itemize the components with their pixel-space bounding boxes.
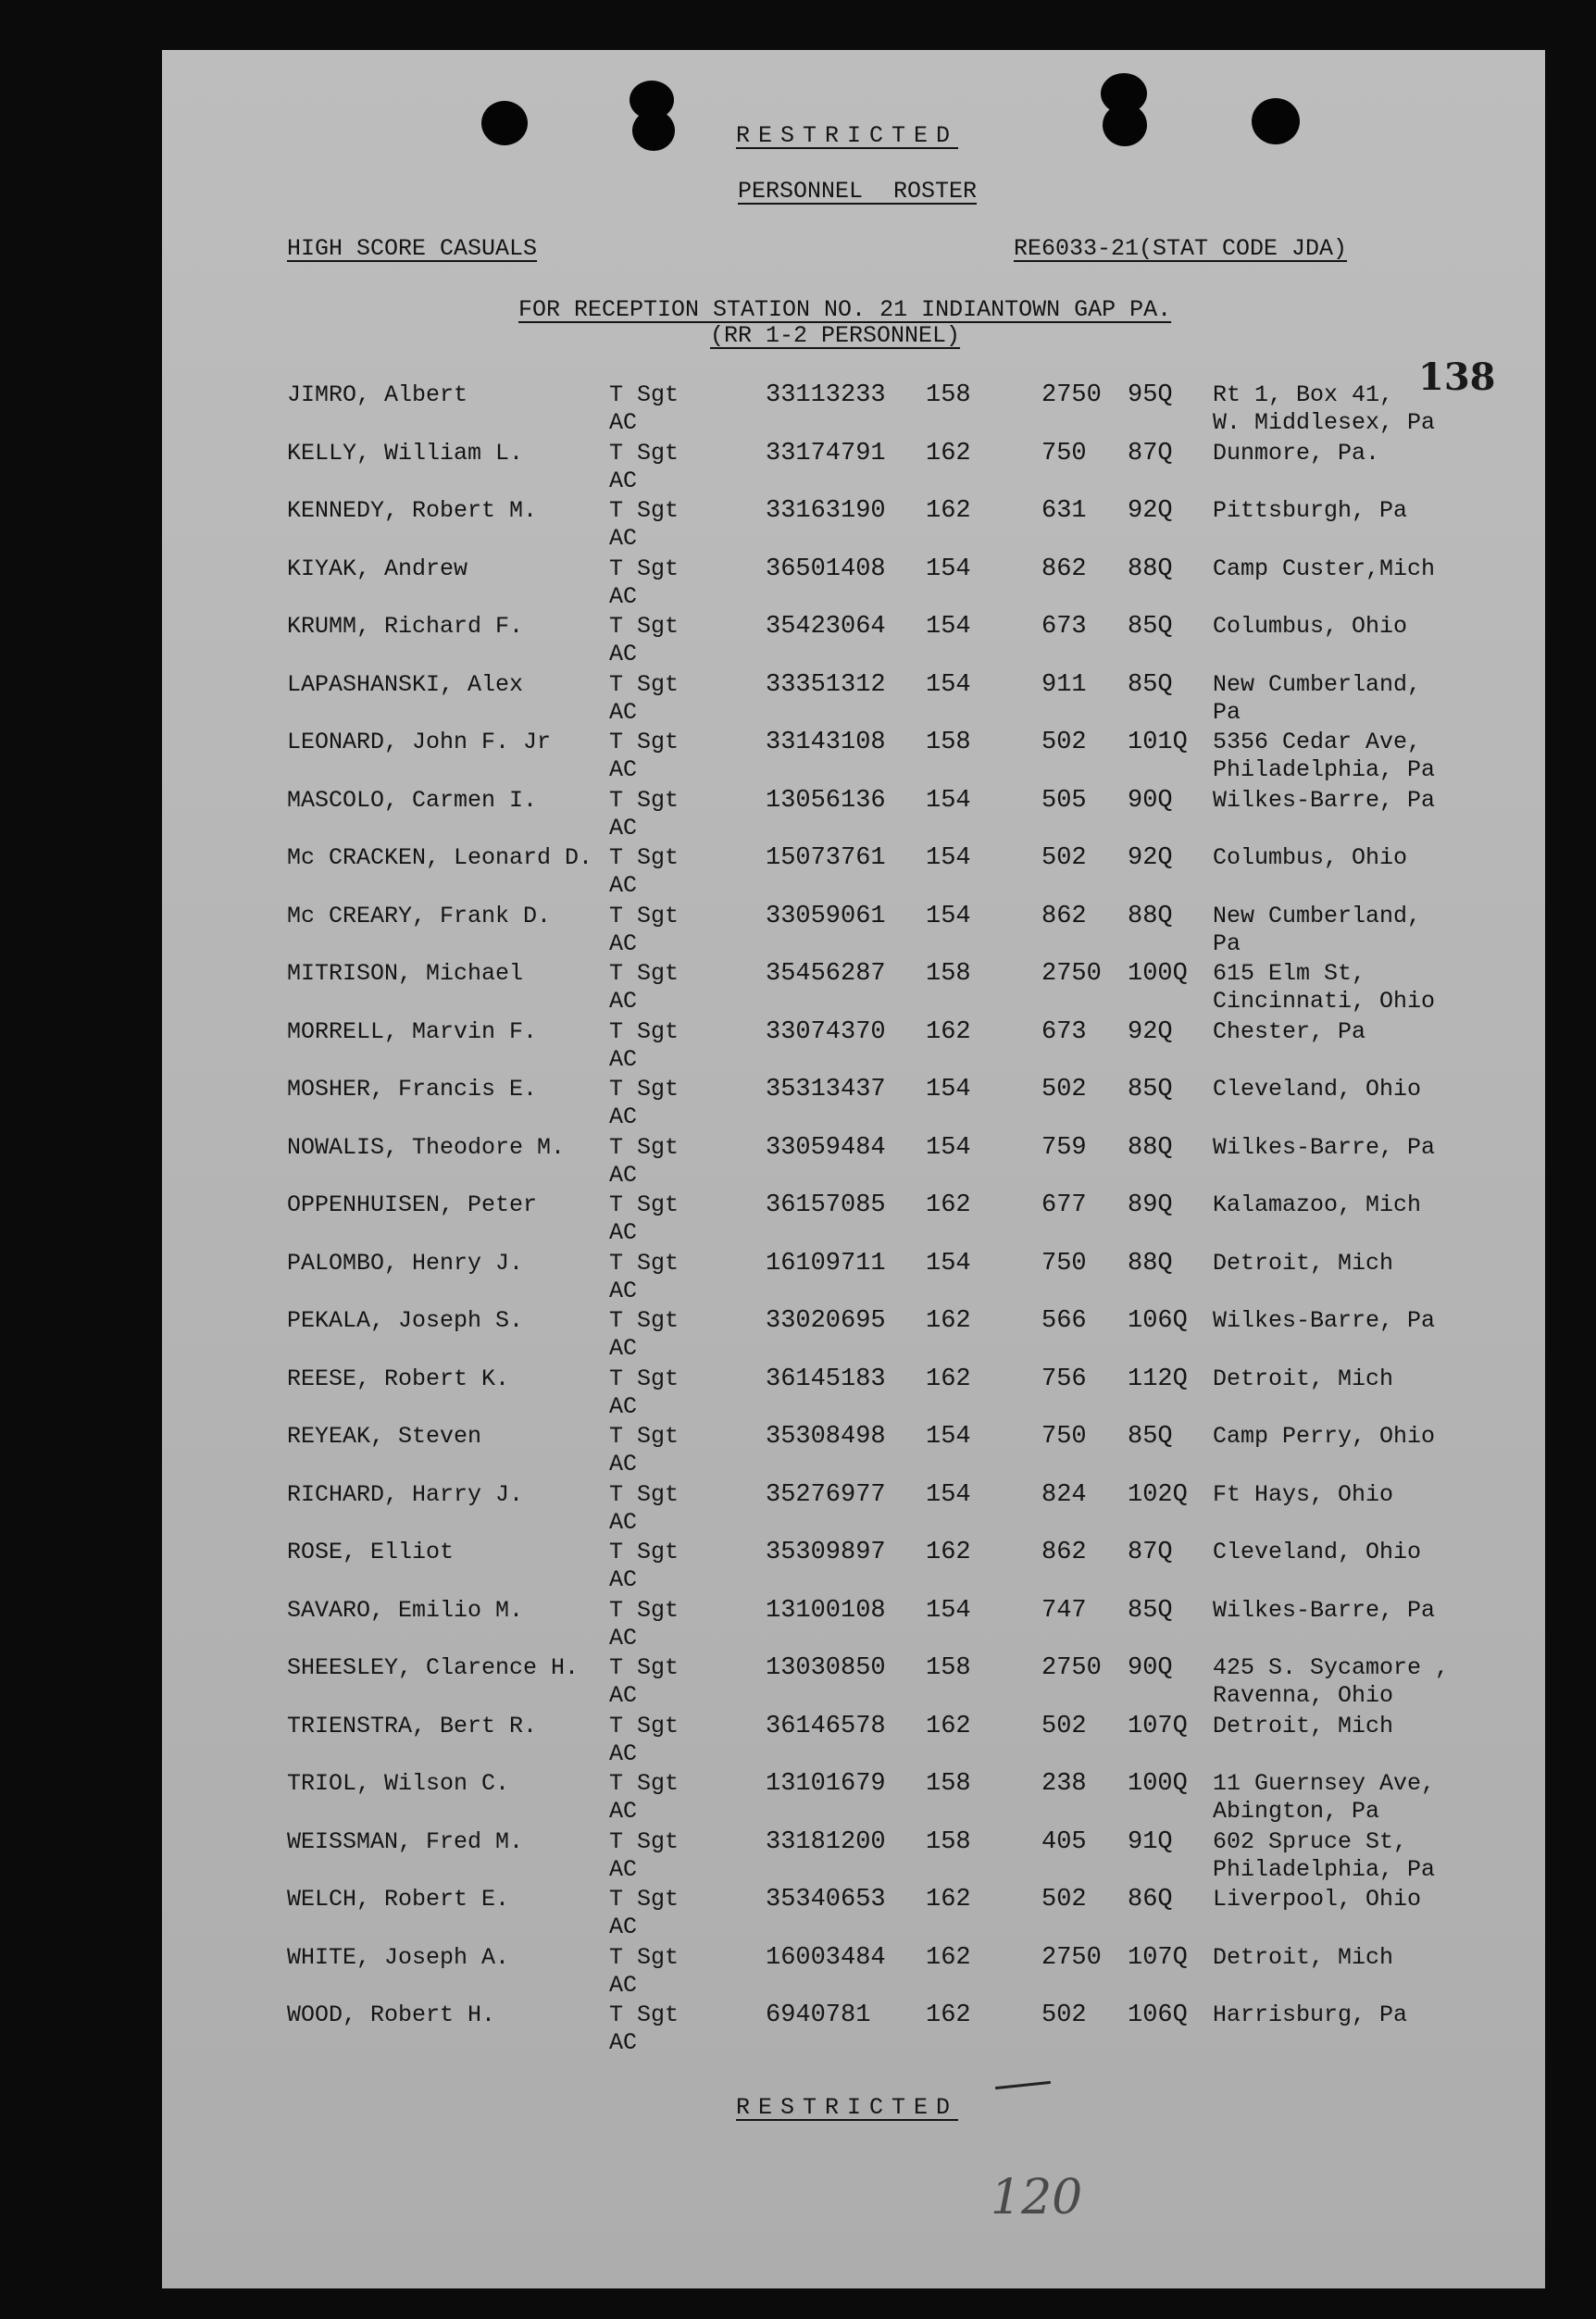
address-line-2: Philadelphia, Pa xyxy=(1213,756,1436,783)
spec-code: 162 xyxy=(926,1307,971,1335)
arm-of-service: AC xyxy=(609,1914,638,1940)
station-line: FOR RECEPTION STATION NO. 21 INDIANTOWN GAP PA. xyxy=(518,296,1172,323)
person-name: OPPENHUISEN, Peter xyxy=(287,1191,538,1218)
person-name: TRIOL, Wilson C. xyxy=(287,1770,510,1797)
spec-code: 158 xyxy=(926,1654,971,1682)
address-line-2: W. Middlesex, Pa xyxy=(1213,409,1436,436)
serial-number: 33059061 xyxy=(766,902,886,930)
score: 106Q xyxy=(1128,2001,1188,2029)
serial-number: 33113233 xyxy=(766,381,886,409)
arm-of-service: AC xyxy=(609,1103,638,1130)
mos-number: 750 xyxy=(1041,439,1087,468)
spec-code: 162 xyxy=(926,1365,971,1393)
score: 85Q xyxy=(1128,670,1173,699)
spec-code: 154 xyxy=(926,670,971,699)
table-row xyxy=(162,1944,1545,2001)
mos-number: 566 xyxy=(1041,1307,1087,1335)
punch-hole xyxy=(632,110,675,151)
arm-of-service: AC xyxy=(609,1219,638,1246)
serial-number: 16109711 xyxy=(766,1249,886,1278)
arm-of-service: AC xyxy=(609,1624,638,1652)
mos-number: 2750 xyxy=(1041,1654,1102,1682)
serial-number: 33059484 xyxy=(766,1133,886,1162)
score: 89Q xyxy=(1128,1191,1173,1219)
score: 85Q xyxy=(1128,613,1173,641)
serial-number: 35423064 xyxy=(766,613,886,641)
mos-number: 2750 xyxy=(1041,381,1102,409)
address-line-2: Pa xyxy=(1213,929,1241,957)
person-name: MITRISON, Michael xyxy=(287,960,524,987)
person-name: PEKALA, Joseph S. xyxy=(287,1307,524,1334)
score: 112Q xyxy=(1128,1365,1188,1393)
grade: T Sgt xyxy=(609,960,680,987)
table-row xyxy=(162,555,1545,613)
grade: T Sgt xyxy=(609,1943,680,1971)
person-name: MASCOLO, Carmen I. xyxy=(287,786,538,814)
table-row xyxy=(162,381,1545,439)
spec-code: 154 xyxy=(926,613,971,641)
spec-code: 162 xyxy=(926,2001,971,2029)
score: 92Q xyxy=(1128,1017,1173,1046)
grade: T Sgt xyxy=(609,1249,680,1277)
arm-of-service: AC xyxy=(609,1855,638,1883)
mos-number: 502 xyxy=(1041,844,1087,872)
mos-number: 750 xyxy=(1041,1423,1087,1451)
serial-number: 13030850 xyxy=(766,1654,886,1682)
mos-number: 862 xyxy=(1041,1539,1087,1566)
spec-code: 154 xyxy=(926,1423,971,1451)
mos-number: 759 xyxy=(1041,1133,1087,1162)
table-row xyxy=(162,960,1545,1017)
mos-number: 2750 xyxy=(1041,1943,1102,1972)
table-row xyxy=(162,1481,1545,1539)
serial-number: 33020695 xyxy=(766,1307,886,1335)
score: 92Q xyxy=(1128,497,1173,525)
spec-code: 154 xyxy=(926,902,971,930)
address-line-1: Detroit, Mich xyxy=(1213,1249,1394,1277)
arm-of-service: AC xyxy=(609,872,638,899)
serial-number: 35309897 xyxy=(766,1539,886,1566)
grade: T Sgt xyxy=(609,2001,680,2028)
table-row xyxy=(162,1539,1545,1596)
table-row xyxy=(162,1076,1545,1133)
grade: T Sgt xyxy=(609,1423,680,1450)
group-label: HIGH SCORE CASUALS xyxy=(287,235,538,262)
grade: T Sgt xyxy=(609,439,680,467)
mos-number: 238 xyxy=(1041,1770,1087,1798)
mos-number: 2750 xyxy=(1041,960,1102,988)
person-name: REESE, Robert K. xyxy=(287,1365,510,1392)
spec-code: 162 xyxy=(926,1017,971,1046)
person-name: Mc CREARY, Frank D. xyxy=(287,902,552,929)
address-line-1: Camp Perry, Ohio xyxy=(1213,1423,1436,1450)
address-line-1: Wilkes-Barre, Pa xyxy=(1213,1133,1436,1161)
serial-number: 13101679 xyxy=(766,1770,886,1798)
mos-number: 631 xyxy=(1041,497,1087,525)
arm-of-service: AC xyxy=(609,814,638,842)
address-line-2: Philadelphia, Pa xyxy=(1213,1855,1436,1883)
score: 92Q xyxy=(1128,844,1173,872)
person-name: Mc CRACKEN, Leonard D. xyxy=(287,844,593,871)
table-row xyxy=(162,1654,1545,1712)
arm-of-service: AC xyxy=(609,1392,638,1420)
serial-number: 33174791 xyxy=(766,439,886,468)
score: 106Q xyxy=(1128,1307,1188,1335)
mos-number: 502 xyxy=(1041,1886,1087,1914)
mos-number: 502 xyxy=(1041,1076,1087,1103)
grade: T Sgt xyxy=(609,1076,680,1103)
person-name: KIYAK, Andrew xyxy=(287,555,468,582)
mos-number: 824 xyxy=(1041,1480,1087,1509)
mos-number: 405 xyxy=(1041,1827,1087,1856)
spec-code: 154 xyxy=(926,1133,971,1162)
table-row xyxy=(162,2001,1545,2059)
address-line-1: Wilkes-Barre, Pa xyxy=(1213,1596,1436,1624)
personnel-subtitle: (RR 1-2 PERSONNEL) xyxy=(710,322,961,349)
person-name: WELCH, Robert E. xyxy=(287,1886,510,1913)
table-row xyxy=(162,1713,1545,1770)
score: 88Q xyxy=(1128,1249,1173,1278)
grade: T Sgt xyxy=(609,555,680,582)
spec-code: 162 xyxy=(926,1712,971,1740)
mos-number: 673 xyxy=(1041,1017,1087,1046)
table-row xyxy=(162,613,1545,670)
table-row xyxy=(162,1307,1545,1365)
serial-number: 35340653 xyxy=(766,1886,886,1914)
table-row xyxy=(162,903,1545,960)
serial-number: 36145183 xyxy=(766,1365,886,1393)
address-line-1: Cleveland, Ohio xyxy=(1213,1076,1422,1103)
table-row xyxy=(162,1018,1545,1076)
score: 102Q xyxy=(1128,1480,1188,1509)
score: 100Q xyxy=(1128,960,1188,988)
spec-code: 154 xyxy=(926,786,971,815)
punch-hole xyxy=(1252,98,1300,144)
arm-of-service: AC xyxy=(609,1798,638,1825)
address-line-1: Detroit, Mich xyxy=(1213,1365,1394,1392)
arm-of-service: AC xyxy=(609,1335,638,1362)
grade: T Sgt xyxy=(609,1827,680,1855)
roster-page xyxy=(162,50,1545,2288)
table-row xyxy=(162,671,1545,729)
person-name: KELLY, William L. xyxy=(287,439,524,467)
score: 85Q xyxy=(1128,1423,1173,1451)
score: 87Q xyxy=(1128,439,1173,468)
pen-mark xyxy=(995,2081,1051,2089)
table-row xyxy=(162,497,1545,555)
grade: T Sgt xyxy=(609,786,680,814)
address-line-1: Detroit, Mich xyxy=(1213,1712,1394,1739)
table-row xyxy=(162,1423,1545,1480)
spec-code: 154 xyxy=(926,555,971,583)
address-line-1: 11 Guernsey Ave, xyxy=(1213,1770,1436,1797)
grade: T Sgt xyxy=(609,1539,680,1565)
arm-of-service: AC xyxy=(609,1971,638,1999)
roster-title: PERSONNEL ROSTER xyxy=(738,178,978,205)
spec-code: 162 xyxy=(926,1191,971,1219)
spec-code: 162 xyxy=(926,1539,971,1566)
address-line-1: Rt 1, Box 41, xyxy=(1213,381,1394,408)
spec-code: 158 xyxy=(926,1770,971,1798)
spec-code: 158 xyxy=(926,960,971,988)
serial-number: 33143108 xyxy=(766,729,886,756)
spec-code: 154 xyxy=(926,1480,971,1509)
mos-number: 862 xyxy=(1041,902,1087,930)
address-line-2: Abington, Pa xyxy=(1213,1798,1380,1825)
address-line-1: Camp Custer,Mich xyxy=(1213,555,1436,582)
address-line-1: 602 Spruce St, xyxy=(1213,1827,1408,1855)
roster-code: RE6033-21(STAT CODE JDA) xyxy=(1014,235,1348,262)
arm-of-service: AC xyxy=(609,1566,638,1593)
score: 90Q xyxy=(1128,1654,1173,1682)
table-row xyxy=(162,1250,1545,1307)
table-row xyxy=(162,1191,1545,1249)
table-row xyxy=(162,1365,1545,1423)
serial-number: 35456287 xyxy=(766,960,886,988)
arm-of-service: AC xyxy=(609,641,638,667)
classification-header: RESTRICTED xyxy=(736,122,959,149)
address-line-1: 425 S. Sycamore , xyxy=(1213,1654,1450,1681)
table-row xyxy=(162,1886,1545,1943)
mos-number: 747 xyxy=(1041,1596,1087,1625)
person-name: PALOMBO, Henry J. xyxy=(287,1249,524,1277)
grade: T Sgt xyxy=(609,381,680,408)
address-line-2: Cincinnati, Ohio xyxy=(1213,988,1436,1015)
grade: T Sgt xyxy=(609,902,680,929)
grade: T Sgt xyxy=(609,670,680,698)
mos-number: 750 xyxy=(1041,1249,1087,1278)
address-line-1: Columbus, Ohio xyxy=(1213,844,1408,871)
spec-code: 162 xyxy=(926,497,971,525)
address-line-1: Liverpool, Ohio xyxy=(1213,1886,1422,1913)
grade: T Sgt xyxy=(609,729,680,755)
score: 87Q xyxy=(1128,1539,1173,1566)
score: 85Q xyxy=(1128,1596,1173,1625)
table-row xyxy=(162,787,1545,844)
serial-number: 15073761 xyxy=(766,844,886,872)
serial-number: 33074370 xyxy=(766,1017,886,1046)
person-name: WEISSMAN, Fred M. xyxy=(287,1827,524,1855)
person-name: SAVARO, Emilio M. xyxy=(287,1596,524,1624)
address-line-1: Harrisburg, Pa xyxy=(1213,2001,1408,2028)
address-line-1: Chester, Pa xyxy=(1213,1017,1366,1045)
serial-number: 35276977 xyxy=(766,1480,886,1509)
mos-number: 502 xyxy=(1041,729,1087,756)
score: 100Q xyxy=(1128,1770,1188,1798)
mos-number: 911 xyxy=(1041,670,1087,699)
spec-code: 154 xyxy=(926,1076,971,1103)
grade: T Sgt xyxy=(609,613,680,640)
score: 101Q xyxy=(1128,729,1188,756)
spec-code: 162 xyxy=(926,1943,971,1972)
address-line-1: Columbus, Ohio xyxy=(1213,613,1408,640)
grade: T Sgt xyxy=(609,844,680,871)
punch-hole xyxy=(481,101,528,145)
spec-code: 158 xyxy=(926,729,971,756)
person-name: LEONARD, John F. Jr xyxy=(287,729,552,755)
arm-of-service: AC xyxy=(609,988,638,1015)
serial-number: 35308498 xyxy=(766,1423,886,1451)
arm-of-service: AC xyxy=(609,2029,638,2056)
mos-number: 862 xyxy=(1041,555,1087,583)
spec-code: 154 xyxy=(926,1249,971,1278)
address-line-2: Ravenna, Ohio xyxy=(1213,1682,1394,1709)
mos-number: 673 xyxy=(1041,613,1087,641)
serial-number: 6940781 xyxy=(766,2001,871,2029)
table-row xyxy=(162,1597,1545,1654)
arm-of-service: AC xyxy=(609,1045,638,1073)
grade: T Sgt xyxy=(609,1480,680,1508)
serial-number: 36157085 xyxy=(766,1191,886,1219)
address-line-1: New Cumberland, xyxy=(1213,670,1422,698)
address-line-2: Pa xyxy=(1213,698,1241,726)
grade: T Sgt xyxy=(609,1191,680,1218)
arm-of-service: AC xyxy=(609,1682,638,1709)
address-line-1: 615 Elm St, xyxy=(1213,960,1366,987)
grade: T Sgt xyxy=(609,1017,680,1045)
person-name: KENNEDY, Robert M. xyxy=(287,497,538,524)
mos-number: 505 xyxy=(1041,786,1087,815)
grade: T Sgt xyxy=(609,497,680,524)
grade: T Sgt xyxy=(609,1770,680,1797)
spec-code: 162 xyxy=(926,1886,971,1914)
serial-number: 33163190 xyxy=(766,497,886,525)
mos-number: 502 xyxy=(1041,2001,1087,2029)
score: 88Q xyxy=(1128,1133,1173,1162)
arm-of-service: AC xyxy=(609,582,638,610)
spec-code: 158 xyxy=(926,381,971,409)
serial-number: 36501408 xyxy=(766,555,886,583)
score: 86Q xyxy=(1128,1886,1173,1914)
arm-of-service: AC xyxy=(609,1161,638,1189)
person-name: WHITE, Joseph A. xyxy=(287,1943,510,1971)
address-line-1: 5356 Cedar Ave, xyxy=(1213,729,1422,755)
classification-footer: RESTRICTED xyxy=(736,2094,959,2121)
score: 95Q xyxy=(1128,381,1173,409)
address-line-1: Kalamazoo, Mich xyxy=(1213,1191,1422,1218)
serial-number: 33181200 xyxy=(766,1827,886,1856)
mos-number: 756 xyxy=(1041,1365,1087,1393)
score: 88Q xyxy=(1128,902,1173,930)
person-name: ROSE, Elliot xyxy=(287,1539,455,1565)
arm-of-service: AC xyxy=(609,929,638,957)
grade: T Sgt xyxy=(609,1365,680,1392)
person-name: JIMRO, Albert xyxy=(287,381,468,408)
person-name: LAPASHANSKI, Alex xyxy=(287,670,524,698)
person-name: KRUMM, Richard F. xyxy=(287,613,524,640)
table-row xyxy=(162,1770,1545,1827)
arm-of-service: AC xyxy=(609,409,638,436)
serial-number: 33351312 xyxy=(766,670,886,699)
score: 90Q xyxy=(1128,786,1173,815)
grade: T Sgt xyxy=(609,1886,680,1913)
person-name: TRIENSTRA, Bert R. xyxy=(287,1712,538,1739)
arm-of-service: AC xyxy=(609,525,638,552)
spec-code: 154 xyxy=(926,844,971,872)
address-line-1: Pittsburgh, Pa xyxy=(1213,497,1408,524)
score: 107Q xyxy=(1128,1943,1188,1972)
spec-code: 162 xyxy=(926,439,971,468)
address-line-1: Wilkes-Barre, Pa xyxy=(1213,786,1436,814)
person-name: RICHARD, Harry J. xyxy=(287,1480,524,1508)
address-line-1: New Cumberland, xyxy=(1213,902,1422,929)
grade: T Sgt xyxy=(609,1712,680,1739)
table-row xyxy=(162,1828,1545,1886)
serial-number: 16003484 xyxy=(766,1943,886,1972)
grade: T Sgt xyxy=(609,1307,680,1334)
punch-hole xyxy=(1103,104,1147,146)
person-name: REYEAK, Steven xyxy=(287,1423,482,1450)
serial-number: 13100108 xyxy=(766,1596,886,1625)
serial-number: 35313437 xyxy=(766,1076,886,1103)
address-line-1: Cleveland, Ohio xyxy=(1213,1539,1422,1565)
person-name: SHEESLEY, Clarence H. xyxy=(287,1654,580,1681)
arm-of-service: AC xyxy=(609,1508,638,1536)
arm-of-service: AC xyxy=(609,1451,638,1477)
person-name: NOWALIS, Theodore M. xyxy=(287,1133,566,1161)
address-line-1: Detroit, Mich xyxy=(1213,1943,1394,1971)
score: 91Q xyxy=(1128,1827,1173,1856)
arm-of-service: AC xyxy=(609,756,638,783)
handwritten-number: 120 xyxy=(991,2170,1083,2225)
spec-code: 154 xyxy=(926,1596,971,1625)
spec-code: 158 xyxy=(926,1827,971,1856)
grade: T Sgt xyxy=(609,1654,680,1681)
arm-of-service: AC xyxy=(609,698,638,726)
table-row xyxy=(162,729,1545,786)
person-name: WOOD, Robert H. xyxy=(287,2001,496,2028)
person-name: MORRELL, Marvin F. xyxy=(287,1017,538,1045)
serial-number: 13056136 xyxy=(766,786,886,815)
arm-of-service: AC xyxy=(609,1277,638,1304)
mos-number: 677 xyxy=(1041,1191,1087,1219)
address-line-1: Dunmore, Pa. xyxy=(1213,439,1380,467)
table-row xyxy=(162,440,1545,497)
score: 85Q xyxy=(1128,1076,1173,1103)
grade: T Sgt xyxy=(609,1133,680,1161)
address-line-1: Wilkes-Barre, Pa xyxy=(1213,1307,1436,1334)
score: 88Q xyxy=(1128,555,1173,583)
page-number-stamp: 138 xyxy=(1418,355,1496,399)
arm-of-service: AC xyxy=(609,467,638,494)
grade: T Sgt xyxy=(609,1596,680,1624)
mos-number: 502 xyxy=(1041,1712,1087,1740)
table-row xyxy=(162,1134,1545,1191)
person-name: MOSHER, Francis E. xyxy=(287,1076,538,1103)
table-row xyxy=(162,844,1545,902)
serial-number: 36146578 xyxy=(766,1712,886,1740)
score: 107Q xyxy=(1128,1712,1188,1740)
arm-of-service: AC xyxy=(609,1739,638,1767)
address-line-1: Ft Hays, Ohio xyxy=(1213,1480,1394,1508)
